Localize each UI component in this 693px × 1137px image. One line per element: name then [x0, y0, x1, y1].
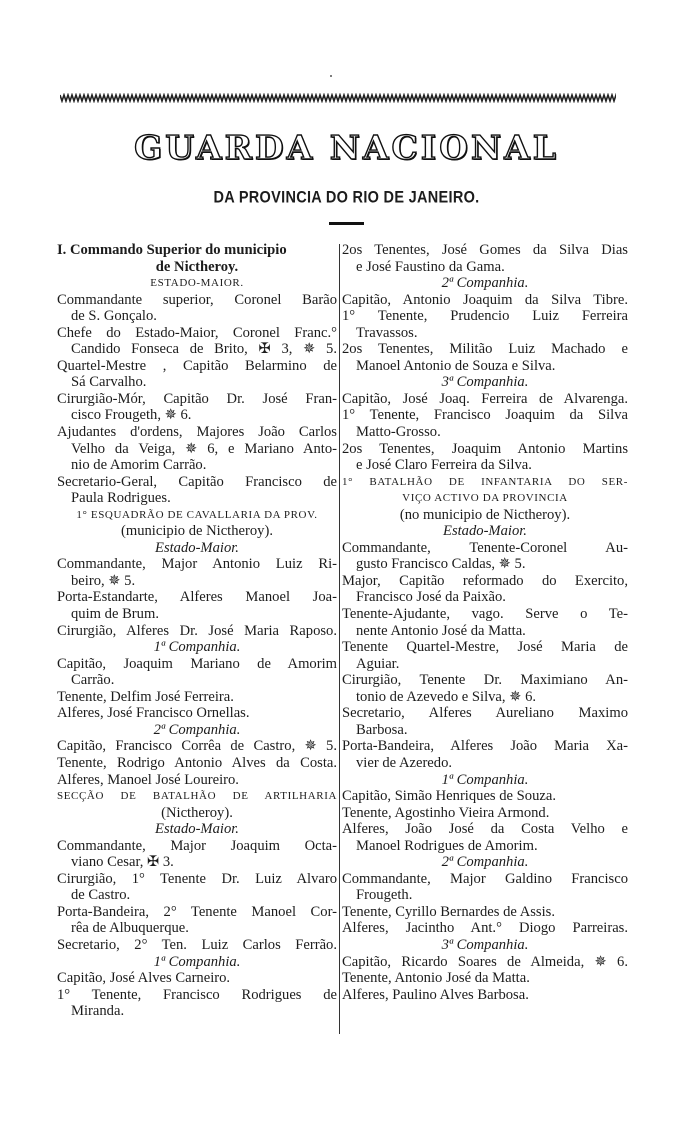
left-column-line: Chefe do Estado-Maior, Coronel Franc.°	[57, 324, 337, 341]
left-column-line: (municipio de Nictheroy).	[121, 523, 273, 540]
right-column-line: Tenente-Ajudante, vago. Serve o Te-	[342, 606, 628, 623]
left-column-line: Cirurgião, Alferes Dr. José Maria Raposo.	[57, 622, 337, 639]
right-column-line: Secretario, Alferes Aureliano Maximo	[342, 705, 628, 722]
right-column-line: Francisco José da Paixão.	[356, 589, 506, 606]
right-column-line: e José Faustino da Gama.	[356, 258, 505, 275]
right-column-line: Alferes, Paulino Alves Barbosa.	[342, 986, 529, 1003]
right-column-line: 2os Tenentes, José Gomes da Silva Dias	[342, 242, 628, 258]
right-column-line: nente Antonio José da Matta.	[356, 622, 526, 639]
left-column-line: 1ª Companhia.	[153, 953, 241, 970]
right-column-line: Travassos.	[356, 324, 418, 341]
right-column-line: Capitão, José Joaq. Ferreira de Alvarenga.	[342, 390, 628, 407]
right-column-line: 3ª Companhia.	[441, 936, 529, 953]
right-column-line: 3ª Companhia.	[441, 374, 529, 391]
left-column-line: Commandante superior, Coronel Barão	[57, 291, 337, 308]
left-column-line: rêa de Albuquerque.	[71, 920, 189, 937]
right-column-line: Cirurgião, Tenente Dr. Maximiano An-	[342, 672, 628, 689]
page-title: GUARDA NACIONAL	[134, 128, 559, 167]
left-column-line: Cirurgião-Mór, Capitão Dr. José Fran-	[57, 390, 337, 407]
left-column-line: 2ª Companhia.	[153, 721, 241, 738]
ornamental-border	[60, 93, 616, 103]
right-column-line: VIÇO ACTIVO DA PROVINCIA	[402, 492, 568, 505]
right-column-line: (no municipio de Nictheroy).	[399, 506, 571, 523]
left-column-line: Candido Fonseca de Brito, ✠ 3, ✵ 5.	[71, 341, 337, 358]
left-column-line: Ajudantes d'ordens, Majores João Carlos	[57, 424, 337, 441]
right-column-line: Commandante, Major Galdino Francisco	[342, 870, 628, 887]
right-column-line: Major, Capitão reformado do Exercito,	[342, 572, 628, 589]
left-column-line: Alferes, Manoel José Loureiro.	[57, 771, 239, 788]
right-column-line: Barbosa.	[356, 721, 408, 738]
right-column-line: Estado-Maior.	[443, 523, 527, 540]
right-column-line: 2ª Companhia.	[441, 854, 529, 871]
right-column-line: 1° Tenente, Prudencio Luiz Ferreira	[342, 308, 628, 325]
right-column-line: Capitão, Simão Henriques de Souza.	[342, 788, 556, 805]
left-column-line: cisco Frougeth, ✵ 6.	[71, 407, 192, 424]
left-column-line: Quartel-Mestre , Capitão Belarmino de	[57, 357, 337, 374]
right-column-line: Aguiar.	[356, 655, 400, 672]
left-column-line: Velho da Veiga, ✵ 6, e Mariano Anto-	[71, 440, 337, 457]
right-column-line: Tenente Quartel-Mestre, José Maria de	[342, 639, 628, 656]
right-column-line: tonio de Azevedo e Silva, ✵ 6.	[356, 688, 537, 705]
left-column-line: (Nictheroy).	[161, 804, 233, 821]
left-column-line: ESTADO-MAIOR.	[150, 277, 244, 290]
right-column-line: Capitão, Antonio Joaquim da Silva Tibre.	[342, 291, 628, 308]
left-column-line: 1ª Companhia.	[153, 639, 241, 656]
left-column-line: nio de Amorim Carrão.	[71, 457, 207, 474]
left-column-line: Miranda.	[71, 1003, 125, 1020]
right-column-line: Tenente, Agostinho Vieira Armond.	[342, 804, 550, 821]
left-column-line: Porta-Bandeira, 2° Tenente Manoel Cor-	[57, 903, 337, 920]
right-column-line: e José Claro Ferreira da Silva.	[356, 457, 532, 474]
right-column-line: Matto-Grosso.	[356, 424, 441, 441]
title-rule	[329, 222, 364, 225]
left-column-line: Estado-Maior.	[155, 821, 239, 838]
right-column-line: 1° Tenente, Francisco Joaquim da Silva	[342, 407, 628, 424]
left-column-line: Alferes, José Francisco Ornellas.	[57, 705, 250, 722]
left-column-line: SECÇÃO DE BATALHÃO DE ARTILHARIA	[57, 790, 337, 803]
left-column-line: Paula Rodrigues.	[71, 490, 171, 507]
right-column-line: Porta-Bandeira, Alferes João Maria Xa-	[342, 738, 628, 755]
right-column-line: Commandante, Tenente-Coronel Au-	[342, 539, 628, 556]
left-column-line: 1° Tenente, Francisco Rodrigues de	[57, 986, 337, 1003]
left-column-line: beiro, ✵ 5.	[71, 572, 136, 589]
right-column-line: Manoel Rodrigues de Amorim.	[356, 837, 538, 854]
right-column-line: Alferes, João José da Costa Velho e	[342, 821, 628, 838]
right-column-line: 1° BATALHÃO DE INFANTARIA DO SER-	[342, 475, 628, 488]
left-column-line: Commandante, Major Antonio Luiz Ri-	[57, 556, 337, 573]
left-column-line: de Nictheroy.	[155, 258, 239, 275]
right-column-line: vier de Azeredo.	[356, 754, 453, 771]
left-column-line: Tenente, Rodrigo Antonio Alves da Costa.	[57, 754, 337, 771]
ink-speck	[330, 75, 332, 77]
left-column-line: Commandante, Major Joaquim Octa-	[57, 837, 337, 854]
left-column-line: viano Cesar, ✠ 3.	[71, 854, 174, 871]
right-column	[342, 242, 628, 1003]
left-column-line: I. Commando Superior do municipio	[57, 242, 287, 258]
right-column-line: Frougeth.	[356, 887, 413, 904]
right-column-line: Alferes, Jacintho Ant.° Diogo Parreiras.	[342, 920, 628, 937]
right-column-line: 2os Tenentes, Joaquim Antonio Martins	[342, 440, 628, 457]
left-column-line: Secretario-Geral, Capitão Francisco de	[57, 473, 337, 490]
page-subtitle: DA PROVINCIA DO RIO DE JANEIRO.	[213, 188, 480, 208]
left-column-line: 1° ESQUADRÃO DE CAVALLARIA DA PROV.	[76, 508, 318, 521]
left-column-line: Carrão.	[71, 672, 115, 689]
right-column-line: Capitão, Ricardo Soares de Almeida, ✵ 6.	[342, 953, 628, 970]
left-column-line: Capitão, José Alves Carneiro.	[57, 970, 231, 987]
left-column-line: Sá Carvalho.	[71, 374, 147, 391]
right-column-line: 2ª Companhia.	[441, 275, 529, 292]
left-column-line: Capitão, Francisco Corrêa de Castro, ✵ 5.	[57, 738, 337, 755]
left-column-line: de S. Gonçalo.	[71, 308, 157, 325]
right-column-line: 1ª Companhia.	[441, 771, 529, 788]
left-column-line: de Castro.	[71, 887, 131, 904]
left-column-line: Secretario, 2° Ten. Luiz Carlos Ferrão.	[57, 936, 337, 953]
left-column-line: Capitão, Joaquim Mariano de Amorim	[57, 655, 337, 672]
right-column-line: 2os Tenentes, Militão Luiz Machado e	[342, 341, 628, 358]
right-column-line: gusto Francisco Caldas, ✵ 5.	[356, 556, 526, 573]
right-column-line: Manoel Antonio de Souza e Silva.	[356, 357, 556, 374]
right-column-line: Tenente, Cyrillo Bernardes de Assis.	[342, 903, 555, 920]
left-column-line: Tenente, Delfim José Ferreira.	[57, 688, 234, 705]
left-column-line: Cirurgião, 1° Tenente Dr. Luiz Alvaro	[57, 870, 337, 887]
right-column-line: Tenente, Antonio José da Matta.	[342, 970, 530, 987]
left-column	[57, 242, 337, 1020]
left-column-line: Estado-Maior.	[155, 539, 239, 556]
left-column-line: Porta-Estandarte, Alferes Manoel Joa-	[57, 589, 337, 606]
left-column-line: quim de Brum.	[71, 606, 159, 623]
column-divider	[339, 244, 340, 1034]
